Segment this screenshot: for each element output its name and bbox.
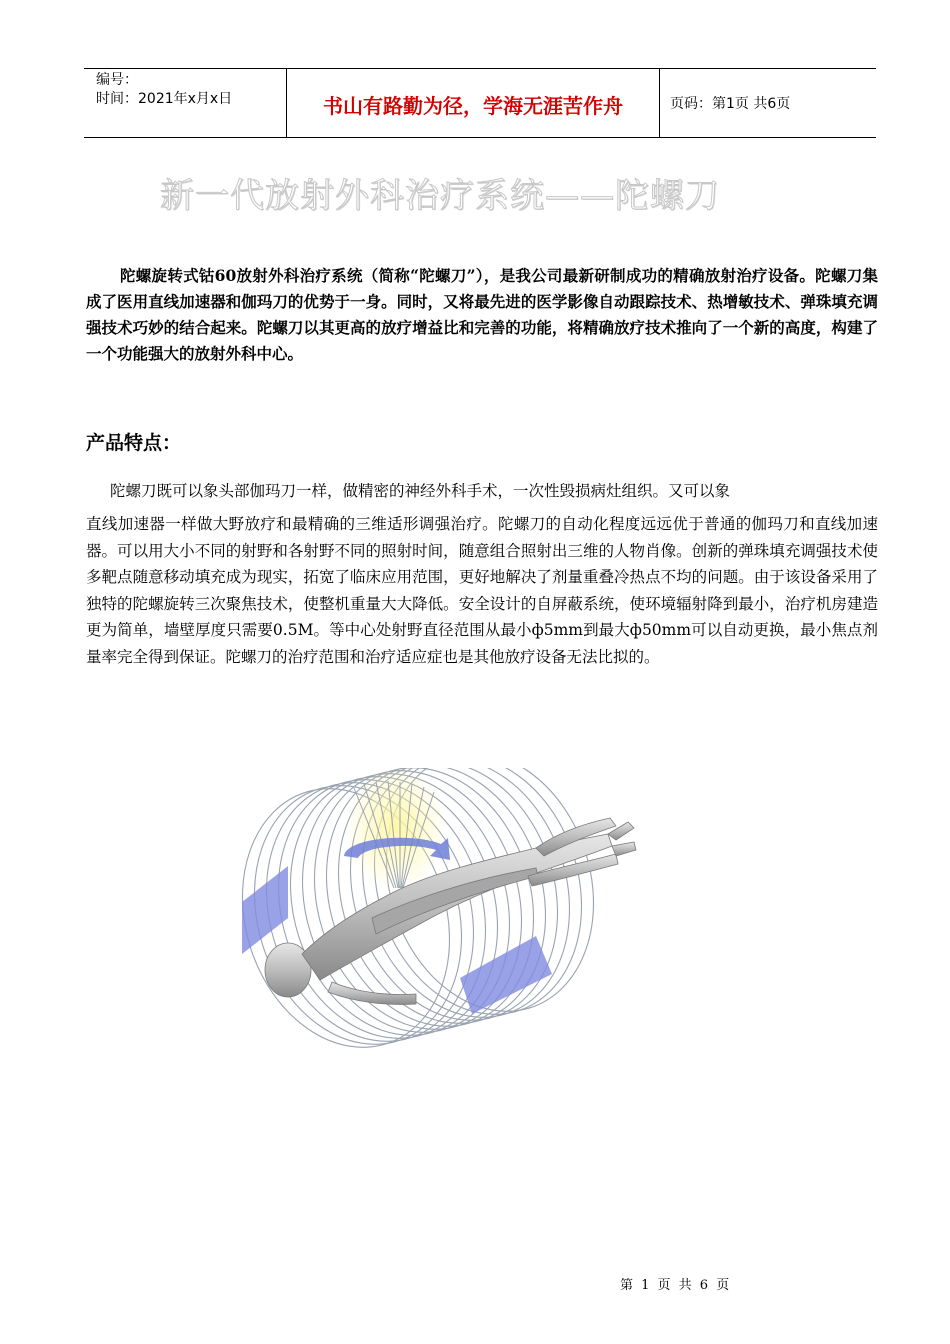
- features-paragraph-first-line: 陀螺刀既可以象头部伽玛刀一样，做精密的神经外科手术，一次性毁损病灶组织。又可以象: [110, 482, 731, 500]
- right-panel: [460, 936, 552, 1014]
- patient-figure: [265, 818, 636, 1005]
- gyroknife-illustration: [236, 768, 652, 1108]
- header-motto: 书山有路勤为径，学海无涯苦作舟: [287, 69, 660, 137]
- header-table: [84, 68, 876, 138]
- beam-cone: [346, 768, 446, 890]
- document-time-label: 时间：2021年x月x日: [96, 91, 233, 107]
- left-panel: [242, 866, 288, 954]
- header-meta-cell: [84, 69, 287, 137]
- page-footer: 第 1 页 共 6 页: [620, 1278, 732, 1293]
- section-heading-features: 产品特点：: [86, 432, 182, 454]
- features-paragraph: 直线加速器一样做大野放疗和最精确的三维适形调强治疗。陀螺刀的自动化程度远远优于普通的伽玛刀和直线加速器。可以用大小不同的射野和各射野不同的照射时间，随意组合照射出三维的人物肖像。创新的弹珠填充调强技术使多靶点随意移动填充成为现实，拓宽了临床应用范围，更好地解决了剂量重叠冷热点不均的问题。由于该设备采用了独特的陀螺旋转三次聚焦技术，使整机重量大大降低。安全设计的自屏蔽系统，使环境辐射降到最小，治疗机房建造更为简单，墙壁厚度只需要0.5M。等中心处射野直径范围从最小ф5mm到最大ф50mm可以自动更换，最小焦点剂量率完全得到保证。陀螺刀的治疗范围和治疗适应症也是其他放疗设备无法比拟的。: [86, 515, 878, 666]
- intro-paragraph: 陀螺旋转式钴60放射外科治疗系统（简称“陀螺刀”），是我公司最新研制成功的精确放射治疗设备。陀螺刀集成了医用直线加速器和伽玛刀的优势于一身。同时，又将最先进的医学影像自动跟踪技术、热增敏技术、弹珠填充调强技术巧妙的结合起来。陀螺刀以其更高的放疗增益比和完善的功能，将精确放疗技术推向了一个新的高度，构建了一个功能强大的放射外科中心。: [86, 266, 878, 363]
- document-number-label: 编号：: [96, 72, 138, 88]
- document-title: 新一代放射外科治疗系统——陀螺刀: [160, 176, 720, 216]
- header-page-number: 页码：第1页 共6页: [670, 96, 791, 112]
